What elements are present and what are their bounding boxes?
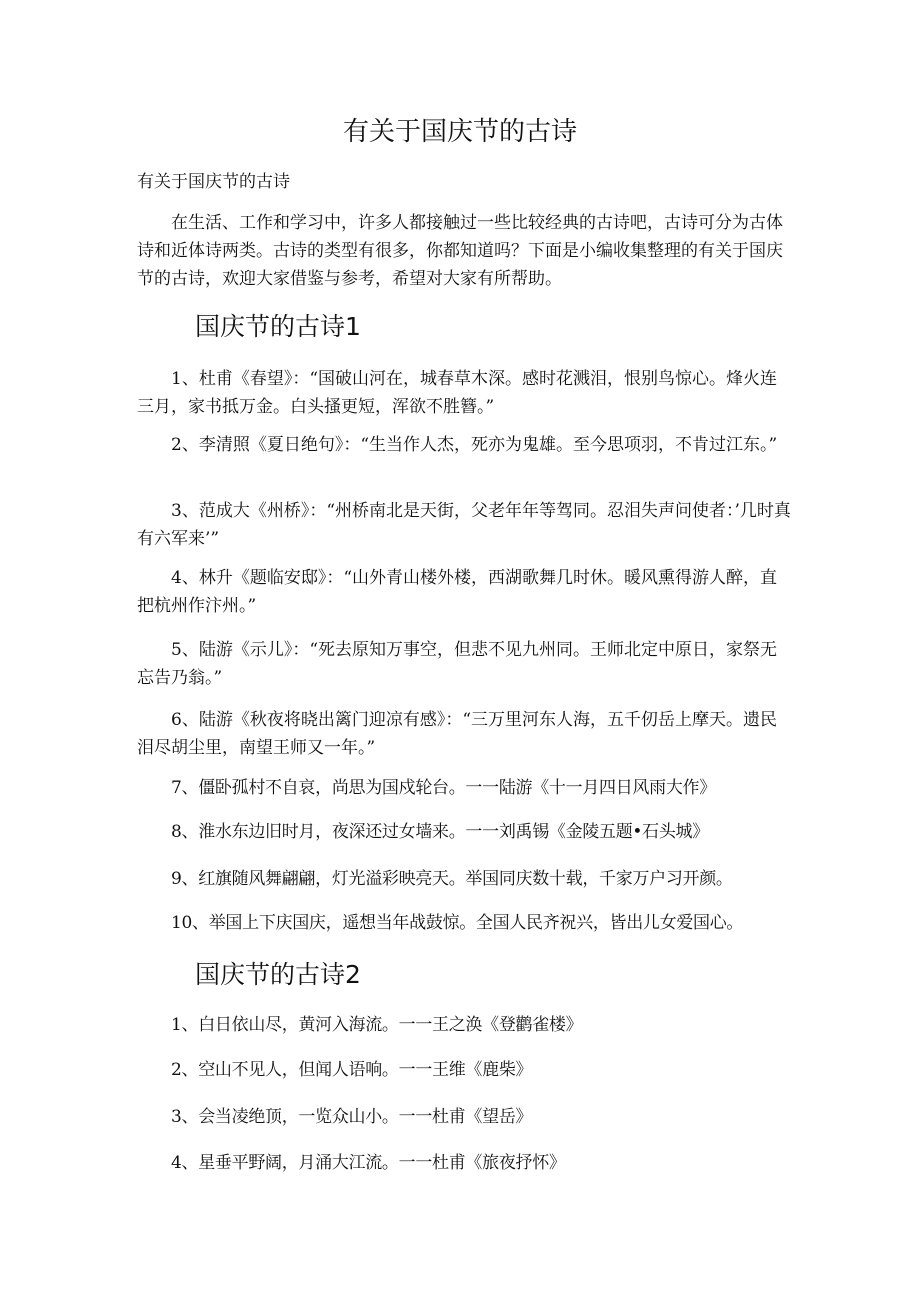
poem-item: 3、会当凌绝顶，一览众山小。一一杜甫《望岳》 <box>171 1107 533 1127</box>
poem-item: 3、范成大《州桥》：“州桥南北是天街，父老年年等驾同。忍泪失声问使者：’几时真有六军来’” <box>137 501 791 549</box>
document-subtitle: 有关于国庆节的古诗 <box>137 172 290 192</box>
section-heading-1: 国庆节的古诗1 <box>195 312 361 341</box>
poem-item: 1、杜甫《春望》：“国破山河在，城春草木深。感时花溅泪，恨别鸟惊心。烽火连三月，家书抵万金。白头搔更短，浑欲不胜簪。” <box>137 369 778 417</box>
poem-item: 8、淮水东边旧时月，夜深还过女墙来。一一刘禹锡《金陵五题•石头城》 <box>171 822 709 842</box>
section-heading-2: 国庆节的古诗2 <box>195 960 361 989</box>
poem-item: 9、红旗随风舞翩翩，灯光溢彩映亮天。举国同庆数十载，千家万户习开颜。 <box>171 869 733 889</box>
poem-item: 10、举国上下庆国庆，遥想当年战鼓惊。全国人民齐祝兴，皆出儿女爱国心。 <box>171 913 744 933</box>
poem-item: 4、林升《题临安邸》：“山外青山楼外楼，西湖歌舞几时休。暖风熏得游人醉，直把杭州作汴州。” <box>137 568 778 616</box>
poem-item: 5、陆游《示儿》：“死去原知万事空，但悲不见九州同。王师北定中原日，家祭无忘告乃翁。” <box>137 640 778 688</box>
poem-item: 2、空山不见人，但闻人语响。一一王维《鹿柴》 <box>171 1060 533 1080</box>
intro-paragraph: 在生活、工作和学习中，许多人都接触过一些比较经典的古诗吧，古诗可分为古体诗和近体诗两类。古诗的类型有很多，你都知道吗？下面是小编收集整理的有关于国庆节的古诗，欢迎大家借鉴与参考，希望对大家有所帮助。 <box>137 213 783 289</box>
poem-item: 2、李清照《夏日绝句》：“生当作人杰，死亦为鬼雄。至今思项羽，不肯过江东。” <box>171 435 778 455</box>
poem-item: 7、僵卧孤村不自哀，尚思为国戍轮台。一一陆游《十一月四日风雨大作》 <box>171 778 716 798</box>
poem-item: 4、星垂平野阔，月涌大江流。一一杜甫《旅夜抒怀》 <box>171 1153 566 1173</box>
poem-item: 6、陆游《秋夜将晓出篱门迎凉有感》：“三万里河东人海，五千仞岳上摩天。遗民泪尽胡尘里，南望王师又一年。” <box>137 710 778 758</box>
document-title: 有关于国庆节的古诗 <box>342 117 577 147</box>
poem-item: 1、白日依山尽，黄河入海流。一一王之涣《登鹳雀楼》 <box>171 1015 583 1035</box>
